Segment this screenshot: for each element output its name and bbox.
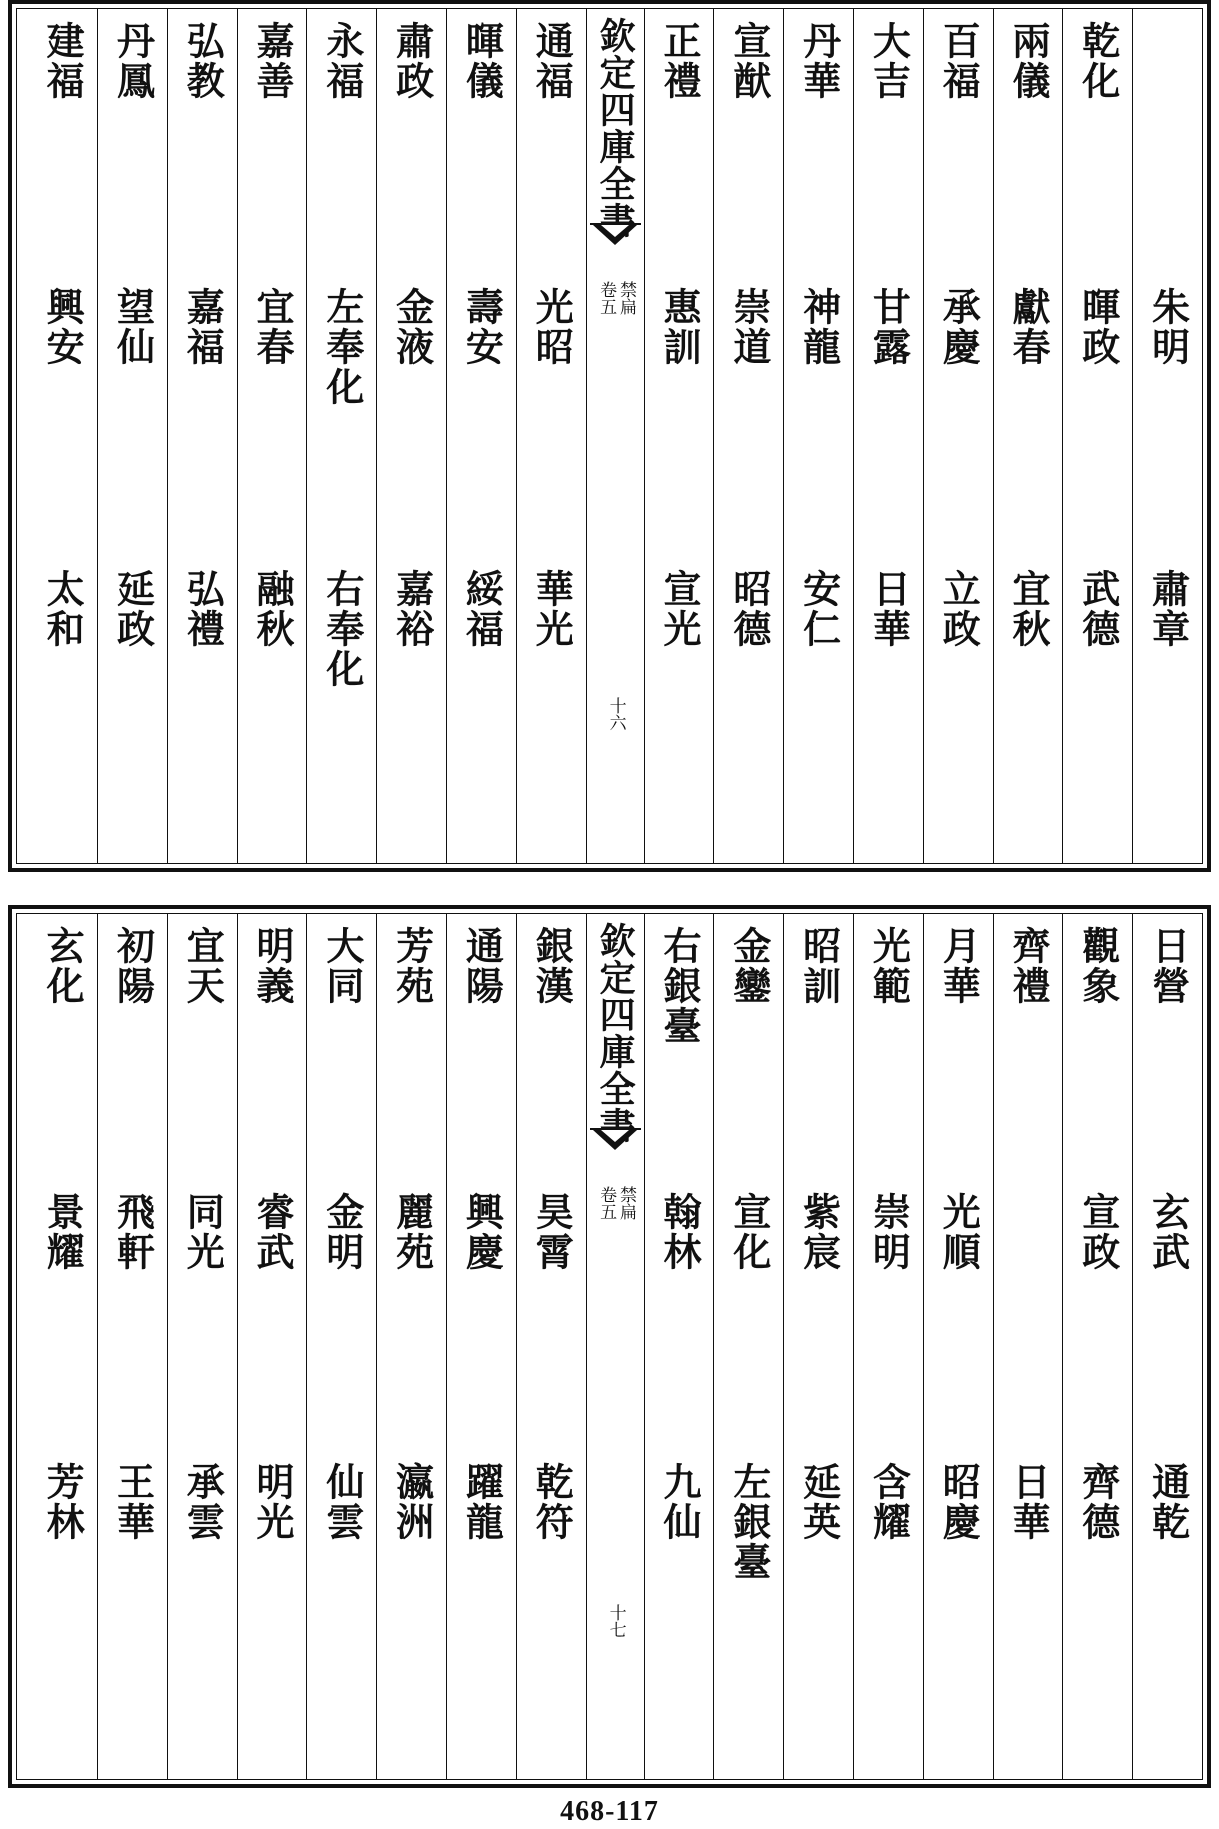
gate-name: 興慶 bbox=[459, 1192, 505, 1272]
text-column bbox=[27, 914, 97, 1779]
gate-name-entry bbox=[447, 569, 516, 649]
gate-name: 弘教 bbox=[180, 21, 226, 101]
gate-name: 丹鳳 bbox=[110, 21, 156, 101]
gate-name-entry bbox=[517, 569, 586, 649]
gate-name: 宣猷 bbox=[726, 21, 772, 101]
fish-tail-mark bbox=[590, 1128, 641, 1164]
gate-name-entry bbox=[377, 1462, 446, 1542]
gate-name-entry bbox=[447, 926, 516, 1006]
text-column bbox=[27, 9, 97, 863]
gate-name: 通陽 bbox=[459, 926, 505, 1006]
text-column bbox=[1132, 914, 1202, 1779]
gate-name: 武德 bbox=[1075, 569, 1121, 649]
gate-name: 景耀 bbox=[40, 1192, 86, 1272]
gate-name-entry bbox=[168, 287, 237, 367]
text-column bbox=[376, 9, 446, 863]
gate-name-entry bbox=[307, 569, 376, 689]
gate-name: 同光 bbox=[180, 1192, 226, 1272]
text-column bbox=[237, 914, 307, 1779]
gate-name-entry bbox=[1063, 1462, 1132, 1542]
gate-name: 日華 bbox=[866, 569, 912, 649]
gate-name: 宜天 bbox=[180, 926, 226, 1006]
gate-name-entry bbox=[238, 569, 307, 649]
gate-name-entry bbox=[994, 926, 1063, 1006]
gate-name-entry bbox=[854, 287, 923, 367]
text-column bbox=[97, 914, 167, 1779]
gate-name-entry bbox=[994, 1462, 1063, 1542]
gate-name-entry bbox=[517, 926, 586, 1006]
gate-name-entry bbox=[447, 1462, 516, 1542]
gate-name: 睿武 bbox=[250, 1192, 296, 1272]
text-column bbox=[516, 914, 586, 1779]
gate-name: 瀛洲 bbox=[389, 1462, 435, 1542]
gate-name: 月華 bbox=[936, 926, 982, 1006]
gate-name: 兩儀 bbox=[1006, 21, 1051, 101]
gate-name: 暉政 bbox=[1075, 287, 1121, 367]
gate-name: 仙雲 bbox=[319, 1462, 365, 1542]
gate-name: 麗苑 bbox=[389, 1192, 435, 1272]
gate-name: 芳苑 bbox=[389, 926, 435, 1006]
gate-name-entry bbox=[994, 287, 1063, 367]
gate-name: 光範 bbox=[866, 926, 912, 1006]
text-column bbox=[306, 9, 376, 863]
text-column bbox=[306, 914, 376, 1779]
gate-name-entry bbox=[854, 1462, 923, 1542]
gate-name: 華光 bbox=[529, 569, 575, 649]
text-column bbox=[1062, 9, 1132, 863]
gate-name-entry bbox=[714, 21, 783, 101]
gate-name-entry bbox=[645, 926, 714, 1046]
gate-name-entry bbox=[238, 21, 307, 101]
gate-name-entry bbox=[238, 287, 307, 367]
gate-name: 明光 bbox=[250, 1462, 296, 1542]
gate-name: 宜春 bbox=[250, 287, 296, 367]
gate-name-entry bbox=[307, 21, 376, 101]
gate-name-entry bbox=[307, 1192, 376, 1272]
gate-name: 日華 bbox=[1006, 1462, 1051, 1542]
gate-name-entry bbox=[377, 1192, 446, 1272]
text-column bbox=[923, 9, 993, 863]
gate-name-entry bbox=[924, 21, 993, 101]
gate-name: 興安 bbox=[40, 287, 86, 367]
center-margin-column bbox=[586, 9, 644, 863]
text-column bbox=[783, 914, 853, 1779]
gate-name: 立政 bbox=[936, 569, 982, 649]
text-column bbox=[853, 914, 923, 1779]
gate-name: 芳林 bbox=[40, 1462, 86, 1542]
gate-name-entry bbox=[645, 569, 714, 649]
gate-name: 左奉化 bbox=[319, 287, 365, 407]
gate-name: 宜秋 bbox=[1006, 569, 1051, 649]
gate-name: 延英 bbox=[796, 1462, 842, 1542]
gate-name: 永福 bbox=[319, 21, 365, 101]
text-column bbox=[167, 9, 237, 863]
gate-name: 明義 bbox=[250, 926, 296, 1006]
gate-name: 大吉 bbox=[866, 21, 912, 101]
gate-name: 昊霄 bbox=[529, 1192, 575, 1272]
gate-name: 通福 bbox=[529, 21, 575, 101]
gate-name: 宣光 bbox=[657, 569, 703, 649]
gate-name-entry bbox=[517, 1192, 586, 1272]
gate-name-entry bbox=[168, 21, 237, 101]
gate-name-entry bbox=[377, 21, 446, 101]
gate-name: 宣政 bbox=[1075, 1192, 1121, 1272]
text-column bbox=[376, 914, 446, 1779]
gate-name: 左銀臺 bbox=[726, 1462, 772, 1582]
gate-name: 觀象 bbox=[1075, 926, 1121, 1006]
gate-name-entry bbox=[98, 21, 167, 101]
gate-name: 金液 bbox=[389, 287, 435, 367]
gate-name-entry bbox=[27, 287, 97, 367]
gate-name-entry bbox=[1063, 926, 1132, 1006]
text-column bbox=[923, 914, 993, 1779]
gate-name-entry bbox=[27, 926, 97, 1006]
gate-name: 翰林 bbox=[657, 1192, 703, 1272]
gate-name-entry bbox=[377, 287, 446, 367]
section-label: 禁扁 bbox=[615, 281, 636, 315]
gate-name: 銀漢 bbox=[529, 926, 575, 1006]
gate-name: 綏福 bbox=[459, 569, 505, 649]
lower-columns bbox=[17, 914, 1202, 1779]
gate-name: 嘉善 bbox=[250, 21, 296, 101]
text-column bbox=[853, 9, 923, 863]
gate-name: 王華 bbox=[110, 1462, 156, 1542]
book-title: 欽定四庫全書 bbox=[594, 17, 637, 239]
gate-name: 惠訓 bbox=[657, 287, 703, 367]
gate-name: 承雲 bbox=[180, 1462, 226, 1542]
book-title: 欽定四庫全書 bbox=[594, 922, 637, 1144]
gate-name-entry bbox=[377, 569, 446, 649]
gate-name: 肅章 bbox=[1145, 569, 1191, 649]
gate-name-entry bbox=[645, 1462, 714, 1542]
gate-name-entry bbox=[784, 1192, 853, 1272]
gate-name: 嘉福 bbox=[180, 287, 226, 367]
gate-name-entry bbox=[924, 1462, 993, 1542]
gate-name-entry bbox=[784, 569, 853, 649]
lower-page-frame bbox=[16, 913, 1203, 1780]
gate-name-entry bbox=[98, 926, 167, 1006]
gate-name-entry bbox=[854, 1192, 923, 1272]
text-column bbox=[1132, 9, 1202, 863]
gate-name: 宣化 bbox=[726, 1192, 772, 1272]
gate-name: 日營 bbox=[1145, 926, 1191, 1006]
gate-name: 九仙 bbox=[657, 1462, 703, 1542]
text-column bbox=[446, 9, 516, 863]
fish-tail-mark bbox=[590, 223, 641, 259]
gate-name: 乾符 bbox=[529, 1462, 575, 1542]
gate-name-entry bbox=[924, 926, 993, 1006]
gate-name-entry bbox=[98, 569, 167, 649]
text-column bbox=[97, 9, 167, 863]
gate-name-entry bbox=[27, 1192, 97, 1272]
gate-name-entry bbox=[1063, 287, 1132, 367]
gate-name: 昭慶 bbox=[936, 1462, 982, 1542]
gate-name: 紫宸 bbox=[796, 1192, 842, 1272]
text-column bbox=[713, 914, 783, 1779]
gate-name-entry bbox=[1133, 287, 1202, 367]
text-column bbox=[713, 9, 783, 863]
gate-name-entry bbox=[854, 926, 923, 1006]
page-number: 468-117 bbox=[560, 1796, 659, 1827]
gate-name: 壽安 bbox=[459, 287, 505, 367]
gate-name-entry bbox=[854, 21, 923, 101]
upper-page-frame bbox=[16, 8, 1203, 864]
gate-name: 朱明 bbox=[1145, 287, 1191, 367]
volume-label: 卷五 bbox=[596, 1186, 617, 1220]
gate-name: 昭德 bbox=[726, 569, 772, 649]
gate-name: 崇道 bbox=[726, 287, 772, 367]
gate-name-entry bbox=[1063, 1192, 1132, 1272]
gate-name-entry bbox=[447, 21, 516, 101]
gate-name-entry bbox=[98, 1462, 167, 1542]
gate-name-entry bbox=[27, 569, 97, 649]
gate-name-entry bbox=[714, 569, 783, 649]
gate-name-entry bbox=[27, 21, 97, 101]
gate-name: 昭訓 bbox=[796, 926, 842, 1006]
gate-name-entry bbox=[168, 569, 237, 649]
gate-name: 初陽 bbox=[110, 926, 156, 1006]
gate-name: 暉儀 bbox=[459, 21, 505, 101]
gate-name: 玄化 bbox=[40, 926, 86, 1006]
gate-name-entry bbox=[714, 1192, 783, 1272]
gate-name-entry bbox=[307, 1462, 376, 1542]
gate-name: 承慶 bbox=[936, 287, 982, 367]
folio-number: 十六 bbox=[605, 697, 626, 731]
gate-name: 齊禮 bbox=[1006, 926, 1051, 1006]
gate-name: 右銀臺 bbox=[657, 926, 703, 1046]
gate-name: 丹華 bbox=[796, 21, 842, 101]
gate-name-entry bbox=[1133, 1192, 1202, 1272]
gate-name: 光順 bbox=[936, 1192, 982, 1272]
gate-name-entry bbox=[994, 569, 1063, 649]
gate-name-entry bbox=[784, 287, 853, 367]
gate-name-entry bbox=[1063, 569, 1132, 649]
gate-name-entry bbox=[307, 926, 376, 1006]
gate-name-entry bbox=[924, 1192, 993, 1272]
gate-name: 光昭 bbox=[529, 287, 575, 367]
gate-name: 金明 bbox=[319, 1192, 365, 1272]
gate-name: 神龍 bbox=[796, 287, 842, 367]
gate-name-entry bbox=[238, 926, 307, 1006]
gate-name-entry bbox=[447, 287, 516, 367]
gate-name: 飛軒 bbox=[110, 1192, 156, 1272]
upper-half-page bbox=[8, 0, 1211, 872]
gate-name-entry bbox=[27, 1462, 97, 1542]
gate-name-entry bbox=[714, 287, 783, 367]
text-column bbox=[644, 9, 714, 863]
text-column bbox=[644, 914, 714, 1779]
gate-name-entry bbox=[714, 1462, 783, 1582]
gate-name: 通乾 bbox=[1145, 1462, 1191, 1542]
gate-name-entry bbox=[784, 21, 853, 101]
gate-name: 獻春 bbox=[1006, 287, 1051, 367]
gate-name: 躍龍 bbox=[459, 1462, 505, 1542]
gate-name-entry bbox=[1133, 1462, 1202, 1542]
section-volume bbox=[596, 281, 634, 315]
gate-name: 崇明 bbox=[866, 1192, 912, 1272]
gate-name: 安仁 bbox=[796, 569, 842, 649]
text-column bbox=[167, 914, 237, 1779]
gate-name-entry bbox=[645, 1192, 714, 1272]
gate-name-entry bbox=[645, 21, 714, 101]
section-label: 禁扁 bbox=[615, 1186, 636, 1220]
gate-name-entry bbox=[307, 287, 376, 407]
text-column bbox=[516, 9, 586, 863]
gate-name: 融秋 bbox=[250, 569, 296, 649]
section-volume bbox=[596, 1186, 634, 1220]
gate-name-entry bbox=[645, 287, 714, 367]
gate-name: 金鑾 bbox=[726, 926, 772, 1006]
gate-name: 甘露 bbox=[866, 287, 912, 367]
gate-name: 太和 bbox=[40, 569, 86, 649]
text-column bbox=[993, 9, 1063, 863]
gate-name-entry bbox=[168, 1192, 237, 1272]
gate-name-entry bbox=[1063, 21, 1132, 101]
gate-name-entry bbox=[517, 1462, 586, 1542]
gate-name: 右奉化 bbox=[319, 569, 365, 689]
center-margin-column bbox=[586, 914, 644, 1779]
gate-name: 大同 bbox=[319, 926, 365, 1006]
gate-name: 玄武 bbox=[1145, 1192, 1191, 1272]
gate-name-entry bbox=[784, 1462, 853, 1542]
gate-name-entry bbox=[238, 1462, 307, 1542]
text-column bbox=[993, 914, 1063, 1779]
gate-name-entry bbox=[377, 926, 446, 1006]
gate-name-entry bbox=[1133, 569, 1202, 649]
gate-name-entry bbox=[517, 287, 586, 367]
gate-name-entry bbox=[98, 1192, 167, 1272]
gate-name: 肅政 bbox=[389, 21, 435, 101]
gate-name: 弘禮 bbox=[180, 569, 226, 649]
gate-name-entry bbox=[784, 926, 853, 1006]
gate-name: 正禮 bbox=[657, 21, 703, 101]
gate-name: 望仙 bbox=[110, 287, 156, 367]
upper-columns bbox=[17, 9, 1202, 863]
gate-name-entry bbox=[447, 1192, 516, 1272]
gate-name-entry bbox=[168, 1462, 237, 1542]
text-column bbox=[1062, 914, 1132, 1779]
gate-name: 齊德 bbox=[1075, 1462, 1121, 1542]
gate-name-entry bbox=[924, 569, 993, 649]
text-column bbox=[237, 9, 307, 863]
gate-name-entry bbox=[994, 21, 1063, 101]
gate-name-entry bbox=[517, 21, 586, 101]
gate-name: 建福 bbox=[40, 21, 86, 101]
gate-name-entry bbox=[168, 926, 237, 1006]
gate-name-entry bbox=[1133, 926, 1202, 1006]
lower-half-page bbox=[8, 905, 1211, 1788]
gate-name: 嘉裕 bbox=[389, 569, 435, 649]
gate-name: 百福 bbox=[936, 21, 982, 101]
gate-name-entry bbox=[238, 1192, 307, 1272]
gate-name: 含耀 bbox=[866, 1462, 912, 1542]
gate-name-entry bbox=[924, 287, 993, 367]
gate-name: 延政 bbox=[110, 569, 156, 649]
volume-label: 卷五 bbox=[596, 281, 617, 315]
gate-name: 乾化 bbox=[1075, 21, 1121, 101]
gate-name-entry bbox=[98, 287, 167, 367]
text-column bbox=[783, 9, 853, 863]
gate-name-entry bbox=[854, 569, 923, 649]
gate-name-entry bbox=[714, 926, 783, 1006]
folio-number: 十七 bbox=[605, 1604, 626, 1638]
text-column bbox=[446, 914, 516, 1779]
